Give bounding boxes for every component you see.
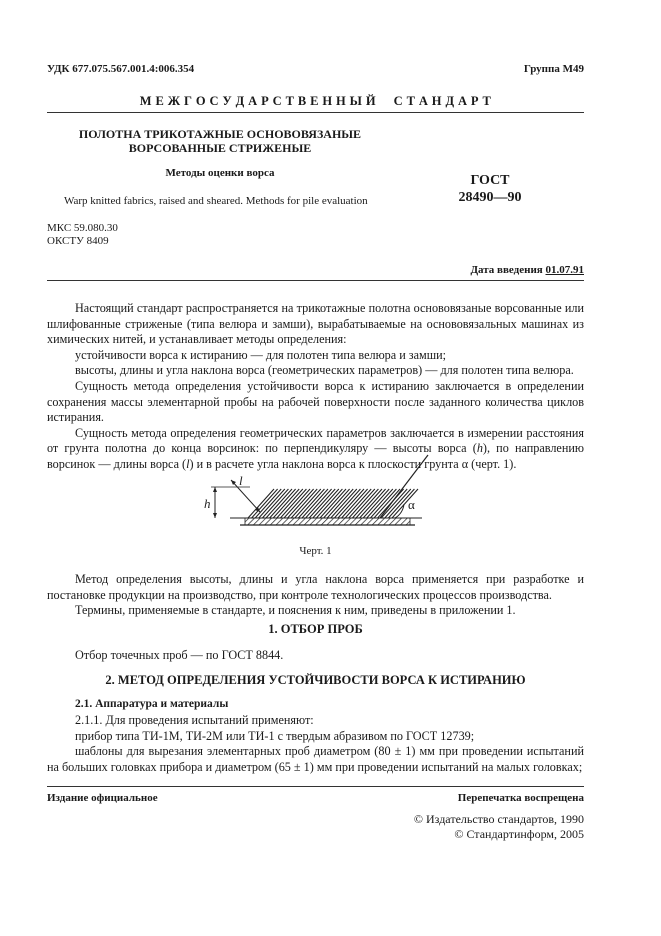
- title-rule: [47, 280, 584, 281]
- figure-caption: Черт. 1: [299, 545, 332, 557]
- gost-label: ГОСТ: [470, 173, 510, 188]
- copyright-2: © Стандартинформ, 2005: [454, 827, 584, 841]
- interstate-standard-banner: М Е Ж Г О С У Д А Р С Т В Е Н Н Ы Й С Т А Н Д А Р Т: [139, 94, 492, 108]
- paragraph-method-abrasion: устойчивости ворса к истиранию — для полотен типа велюра и замши;: [75, 347, 447, 362]
- mks-code: МКС 59.080.30: [47, 222, 118, 234]
- title-subtitle: Методы оценки ворса: [165, 167, 275, 179]
- paragraph-scope: Настоящий стандарт распространяется на трикотажные полотна основовязаные ворсованные или шлифованные стриженые (типа велюра и замши), вырабатываемые на основовязальных машинах из химических нитей, и устанавливает методы определения:: [47, 301, 584, 347]
- paragraph-2-1-1: 2.1.1. Для проведения испытаний применяют:: [75, 713, 314, 727]
- alpha-label: α: [408, 497, 415, 512]
- paragraph-device: прибор типа ТИ-1М, ТИ-2М или ТИ-1 с твердым абразивом по ГОСТ 12739;: [75, 728, 475, 743]
- pile-fibres: [248, 489, 418, 518]
- l-label: l: [239, 473, 243, 488]
- paragraph-templates: шаблоны для вырезания элементарных проб диаметром (80 ± 1) мм при проведении испытаний на больших головках прибора и диаметром (65 ± 1) мм при проведении испытаний на малых головках;: [47, 744, 584, 774]
- title-english: Warp knitted fabrics, raised and sheared. Methods for pile evaluation: [64, 195, 368, 207]
- title-line-1: ПОЛОТНА ТРИКОТАЖНЫЕ ОСНОВОВЯЗАНЫЕ: [78, 127, 362, 141]
- h-arrow-top: [213, 487, 217, 492]
- title-line-2: ВОРСОВАННЫЕ СТРИЖЕНЫЕ: [128, 141, 312, 155]
- fabric-ground: [245, 518, 410, 525]
- h-label: h: [204, 496, 211, 511]
- group-code: Группа М49: [523, 63, 584, 75]
- paragraph-method-use: Метод определения высоты, длины и угла наклона ворса применяется при разработке и постановке продукции на производство, при контроле технологических процессов производства.: [47, 572, 584, 602]
- paragraph-method-geometry: высоты, длины и угла наклона ворса (геометрических параметров) — для полотен типа велюра.: [75, 363, 574, 378]
- footer-rule: [47, 786, 584, 787]
- section-1-text: Отбор точечных проб — по ГОСТ 8844.: [75, 648, 284, 662]
- paragraph-terms: Термины, применяемые в стандарте, и пояснения к ним, приведены в приложении 1.: [75, 603, 516, 618]
- method-paragraphs: [47, 572, 584, 619]
- intro-paragraphs: [47, 301, 584, 473]
- l-dimension-line: [231, 480, 260, 512]
- section-2-1-title: 2.1. Аппаратура и материалы: [75, 698, 229, 710]
- paragraph-abrasion-essence: Сущность метода определения устойчивости ворса к истиранию заключается в определении сохранения массы элементарной пробы на рабочей поверхности после заданного количества циклов истирания.: [47, 378, 584, 425]
- gost-number: 28490—90: [458, 190, 522, 205]
- intro-date: [470, 264, 584, 276]
- udc-code: УДК 677.075.567.001.4:006.354: [47, 63, 195, 75]
- figure-pile-diagram: [190, 452, 440, 537]
- intro-date-value: 01.07.91: [545, 264, 584, 276]
- reprint-notice: Перепечатка воспрещена: [457, 792, 584, 804]
- header-rule: [47, 112, 584, 113]
- intro-date-label: Дата введения: [470, 264, 543, 276]
- paragraph-geometry-essence: Сущность метода определения геометрических параметров заключается в измерении расстояния от грунта полотна до конца ворсинок: по перпендикуляру — высоты ворса (h), по направлению ворсинок — длины ворса (l) и в расчете угла наклона ворса к плоскости грунта α (черт. 1).: [47, 425, 584, 471]
- copyright-1: © Издательство стандартов, 1990: [413, 812, 584, 826]
- h-arrow-bottom: [213, 513, 217, 518]
- section-2-title: 2. МЕТОД ОПРЕДЕЛЕНИЯ УСТОЙЧИВОСТИ ВОРСА К ИСТИРАНИЮ: [105, 673, 526, 687]
- section-2-paragraphs: [47, 713, 584, 775]
- section-1-title: 1. ОТБОР ПРОБ: [268, 622, 363, 636]
- official-edition: Издание официальное: [47, 792, 158, 804]
- angle-ray: [380, 455, 428, 518]
- okstu-code: ОКСТУ 8409: [47, 235, 109, 247]
